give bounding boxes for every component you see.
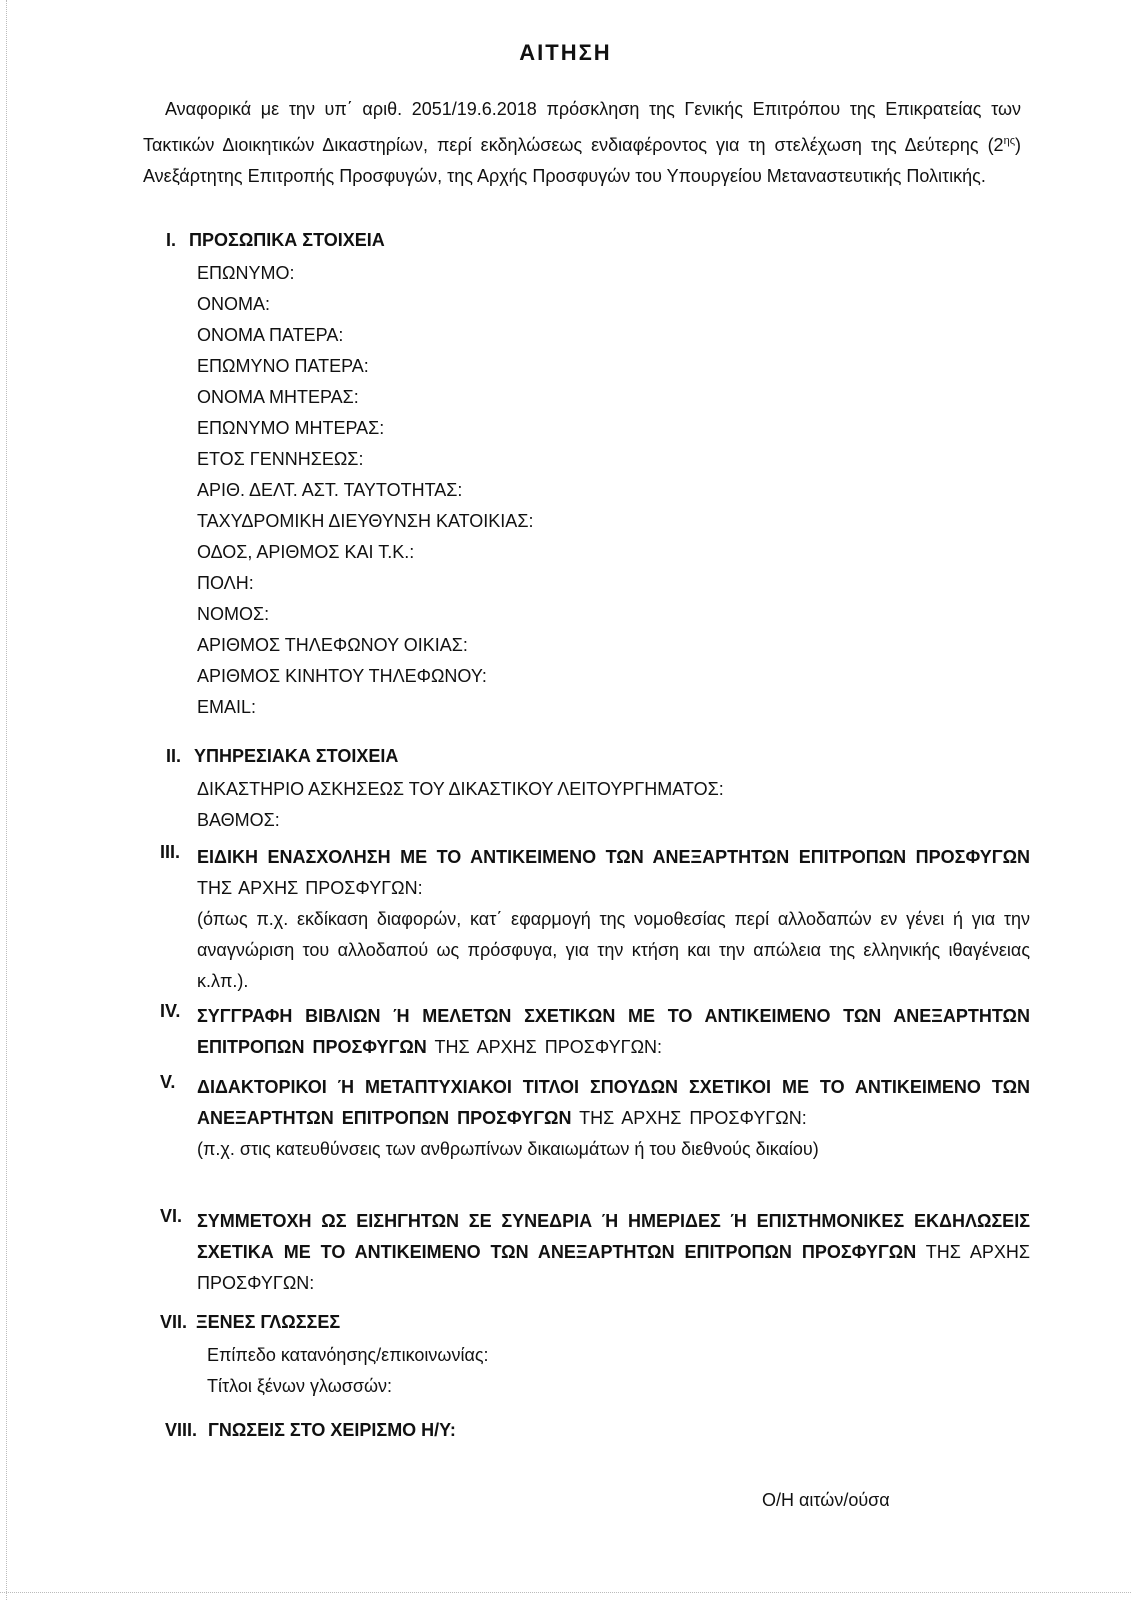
section-6-heading: [197, 1206, 1030, 1299]
section-5-note: (π.χ. στις κατευθύνσεις των ανθρωπίνων δικαιωμάτων ή του διεθνούς δικαίου): [197, 1139, 819, 1159]
section-2-heading: [166, 746, 398, 767]
section-5-title: ΔΙΔΑΚΤΟΡΙΚΟΙ Ή ΜΕΤΑΠΤΥΧΙΑΚΟΙ ΤΙΤΛΟΙ ΣΠΟΥΔΩΝ ΣΧΕΤΙΚΟΙ ΜΕ ΤΟ ΑΝΤΙΚΕΙΜΕΝΟ ΤΩΝ ΑΝΕΞΑΡΤΗΤΩΝ ΕΠΙΤΡΟΠΩΝ ΠΡΟΣΦΥΓΩΝ: [197, 1077, 1030, 1128]
section-4-title-suffix: ΤΗΣ ΑΡΧΗΣ ΠΡΟΣΦΥΓΩΝ:: [426, 1037, 663, 1057]
field-label: ΟΝΟΜΑ ΠΑΤΕΡΑ:: [197, 325, 344, 345]
section-7-heading: [160, 1312, 340, 1333]
section-1-number: I.: [166, 230, 177, 250]
section-8-title: ΓΝΩΣΕΙΣ ΣΤΟ ΧΕΙΡΙΣΜΟ Η/Υ:: [208, 1420, 456, 1440]
field-label: ΕΠΩΝΥΜΟ:: [197, 263, 295, 283]
field-label: Επίπεδο κατανόησης/επικοινωνίας:: [207, 1345, 489, 1365]
section-3-title-suffix: ΤΗΣ ΑΡΧΗΣ ΠΡΟΣΦΥΓΩΝ:: [197, 878, 423, 898]
field-label: Τίτλοι ξένων γλωσσών:: [207, 1376, 393, 1396]
field-label: ΤΑΧΥΔΡΟΜΙΚΗ ΔΙΕΥΘΥΝΣΗ ΚΑΤΟΙΚΙΑΣ:: [197, 511, 534, 531]
section-5-heading: [197, 1072, 1030, 1134]
field-label: ΝΟΜΟΣ:: [197, 604, 270, 624]
section-6-title-suffix: ΤΗΣ ΑΡΧΗΣ ΠΡΟΣΦΥΓΩΝ:: [197, 1242, 1031, 1293]
field-label: ΟΝΟΜΑ:: [197, 294, 271, 314]
section-5-title-suffix: ΤΗΣ ΑΡΧΗΣ ΠΡΟΣΦΥΓΩΝ:: [571, 1108, 807, 1128]
section-6: [160, 1206, 1030, 1299]
section-1-heading: [166, 230, 385, 251]
field-label: ΑΡΙΘΜΟΣ ΤΗΛΕΦΩΝΟΥ ΟΙΚΙΑΣ:: [197, 635, 468, 655]
field-label: ΟΝΟΜΑ ΜΗΤΕΡΑΣ:: [197, 387, 359, 407]
field-label: ΕΠΩΝΥΜΟ ΜΗΤΕΡΑΣ:: [197, 418, 385, 438]
section-3-note: (όπως π.χ. εκδίκαση διαφορών, κατ΄ εφαρμογή της νομοθεσίας περί αλλοδαπών εν γένει ή για την αναγνώριση του αλλοδαπού ως πρόσφυγα, για την κτήση και την απώλεια της ελληνικής ιθαγένειας κ.λπ.).: [197, 909, 1030, 991]
section-3-heading: [197, 842, 1030, 904]
section-4-number: IV.: [160, 1001, 181, 1021]
field-label: ΕΤΟΣ ΓΕΝΝΗΣΕΩΣ:: [197, 449, 364, 469]
section-7-title: ΞΕΝΕΣ ΓΛΩΣΣΕΣ: [196, 1312, 341, 1332]
document-title: ΑΙΤΗΣΗ: [519, 40, 612, 65]
section-7-fields: [207, 1340, 489, 1402]
section-8-heading: [165, 1420, 456, 1441]
scan-edge-left: [6, 0, 8, 1600]
section-1-fields: [197, 258, 533, 723]
scan-edge-bottom: [0, 1592, 1131, 1594]
field-label: EMAIL:: [197, 697, 257, 717]
section-4-title: ΣΥΓΓΡΑΦΗ ΒΙΒΛΙΩΝ Ή ΜΕΛΕΤΩΝ ΣΧΕΤΙΚΩΝ ΜΕ ΤΟ ΑΝΤΙΚΕΙΜΕΝΟ ΤΩΝ ΑΝΕΞΑΡΤΗΤΩΝ ΕΠΙΤΡΟΠΩΝ ΠΡΟΣΦΥΓΩΝ: [197, 1006, 1030, 1057]
section-5: [160, 1072, 1030, 1165]
field-label: ΟΔΟΣ, ΑΡΙΘΜΟΣ ΚΑΙ Τ.Κ.:: [197, 542, 415, 562]
field-label: ΑΡΙΘ. ΔΕΛΤ. ΑΣΤ. ΤΑΥΤΟΤΗΤΑΣ:: [197, 480, 463, 500]
section-3: [160, 842, 1030, 997]
section-2-title: ΥΠΗΡΕΣΙΑΚΑ ΣΤΟΙΧΕΙΑ: [194, 746, 399, 766]
section-2-number: II.: [166, 746, 182, 766]
section-7-number: VII.: [160, 1312, 188, 1332]
section-3-title: ΕΙΔΙΚΗ ΕΝΑΣΧΟΛΗΣΗ ΜΕ ΤΟ ΑΝΤΙΚΕΙΜΕΝΟ ΤΩΝ ΑΝΕΞΑΡΤΗΤΩΝ ΕΠΙΤΡΟΠΩΝ ΠΡΟΣΦΥΓΩΝ: [197, 847, 1030, 867]
section-4-heading: [197, 1001, 1030, 1063]
intro-superscript: ης: [1003, 134, 1015, 147]
section-6-number: VI.: [160, 1206, 183, 1226]
intro-text-2: ) Ανεξάρτητης Επιτροπής Προσφυγών, της Αρχής Προσφυγών του Υπουργείου Μεταναστευτικής Πολιτικής.: [143, 134, 1021, 186]
intro-paragraph: [143, 94, 1021, 193]
section-5-number: V.: [160, 1072, 176, 1092]
section-4: [160, 1001, 1030, 1063]
field-label: ΒΑΘΜΟΣ:: [197, 810, 280, 830]
section-2-fields: [197, 774, 724, 836]
field-label: ΑΡΙΘΜΟΣ ΚΙΝΗΤΟΥ ΤΗΛΕΦΩΝΟΥ:: [197, 666, 487, 686]
field-label: ΕΠΩΜΥΝΟ ΠΑΤΕΡΑ:: [197, 356, 369, 376]
section-1-title: ΠΡΟΣΩΠΙΚΑ ΣΤΟΙΧΕΙΑ: [189, 230, 385, 250]
field-label: ΔΙΚΑΣΤΗΡΙΟ ΑΣΚΗΣΕΩΣ ΤΟΥ ΔΙΚΑΣΤΙΚΟΥ ΛΕΙΤΟΥΡΓΗΜΑΤΟΣ:: [197, 779, 724, 799]
field-label: ΠΟΛΗ:: [197, 573, 254, 593]
section-6-title: ΣΥΜΜΕΤΟΧΗ ΩΣ ΕΙΣΗΓΗΤΩΝ ΣΕ ΣΥΝΕΔΡΙΑ Ή ΗΜΕΡΙΔΕΣ Ή ΕΠΙΣΤΗΜΟΝΙΚΕΣ ΕΚΔΗΛΩΣΕΙΣ ΣΧΕΤΙΚΑ ΜΕ ΤΟ ΑΝΤΙΚΕΙΜΕΝΟ ΤΩΝ ΑΝΕΞΑΡΤΗΤΩΝ ΕΠΙΤΡΟΠΩΝ ΠΡΟΣΦΥΓΩΝ: [197, 1211, 1030, 1262]
intro-text-1: Αναφορικά με την υπ΄ αριθ. 2051/19.6.2018 πρόσκληση της Γενικής Επιτρόπου της Επικρατείας των Τακτικών Διοικητικών Δικαστηρίων, περί εκδηλώσεως ενδιαφέροντος για τη στελέχωση της Δεύτερης (2: [143, 99, 1021, 155]
section-8-number: VIII.: [165, 1420, 198, 1440]
section-3-number: III.: [160, 842, 181, 862]
signature-label: Ο/Η αιτών/ούσα: [762, 1490, 890, 1510]
